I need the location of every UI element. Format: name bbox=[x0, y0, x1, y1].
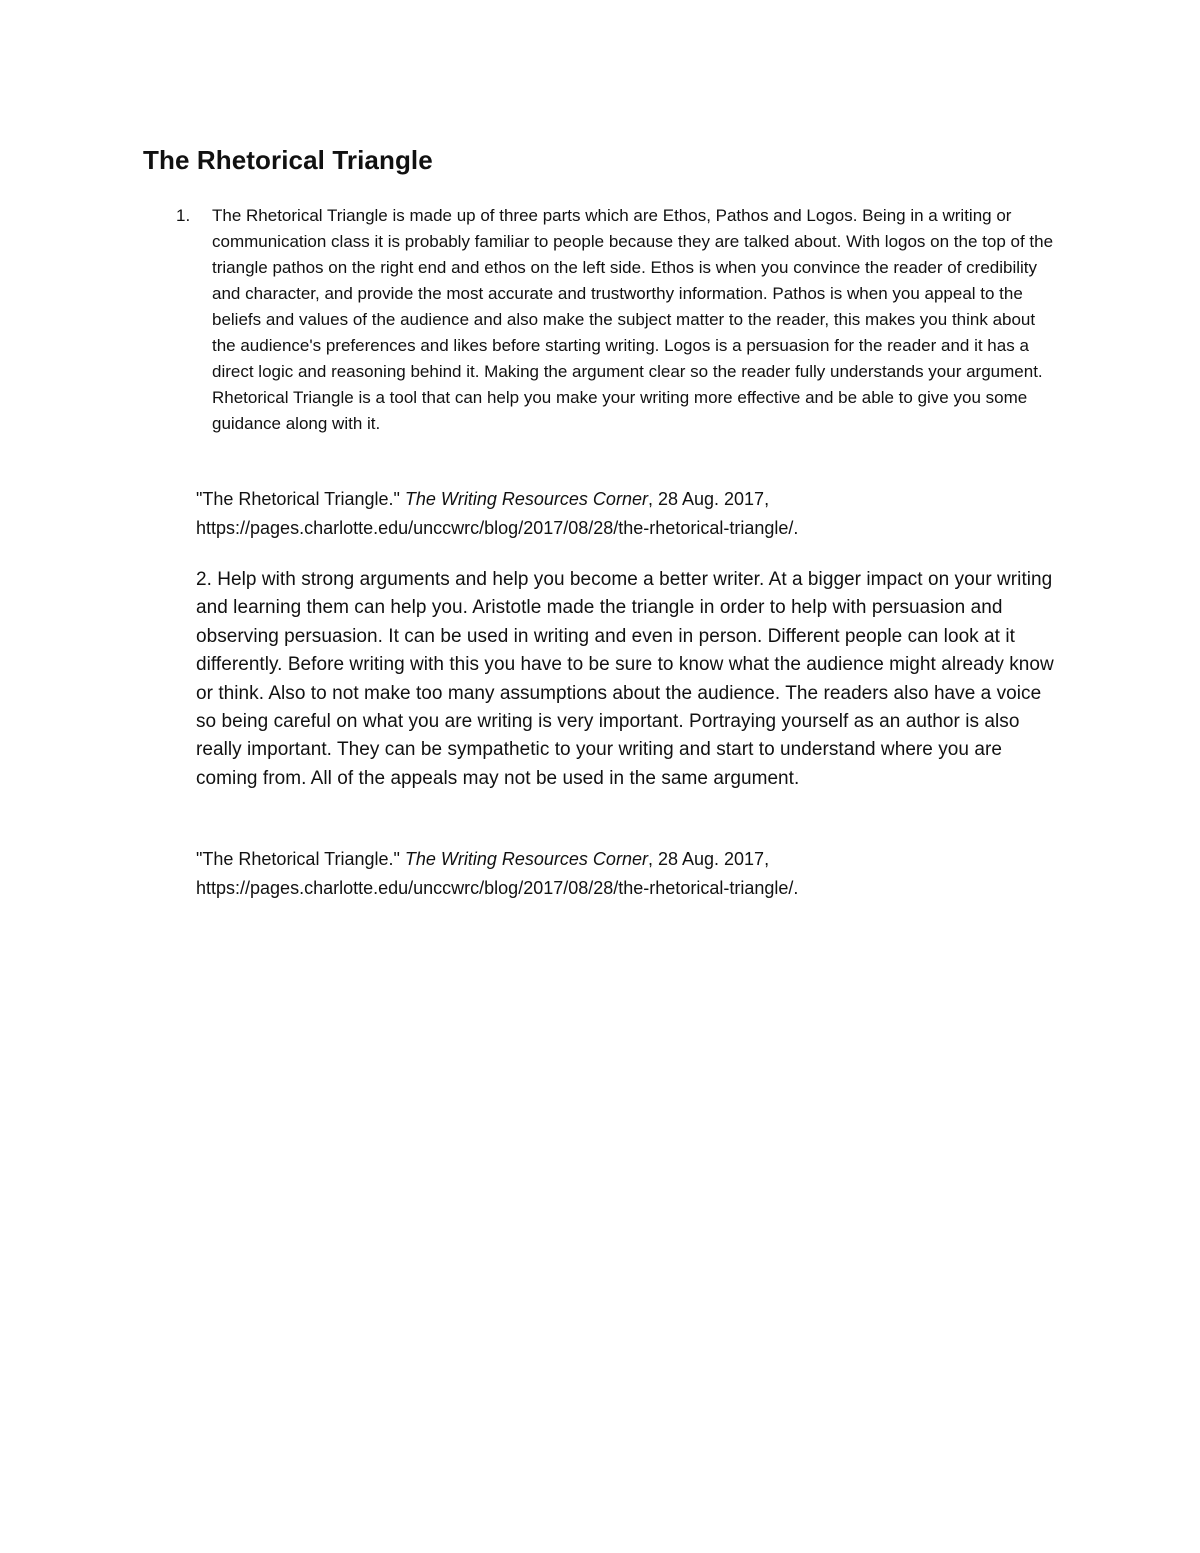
citation-source: The Writing Resources Corner bbox=[404, 489, 648, 509]
list-item-number: 1. bbox=[176, 206, 191, 225]
citation-date: , 28 Aug. 2017, bbox=[647, 489, 770, 509]
paragraph-2: 2. Help with strong arguments and help you become a better writer. At a bigger impact on your writing and learning them can help you. Aristotle made the triangle in order to help with persuasion and observing persuasion. It can be used in writing and even in person. Different people can look at it differently. Before writing with this you have to be sure to know what the audience might already know or think. Also to not make too many assumptions about the audience. The readers also have a voice so being careful on what you are writing is very important. Portraying yourself as an author is also really important. They can be sympathetic to your writing and start to understand where you are coming from. All of the appeals may not be used in the same argument. bbox=[196, 569, 1054, 789]
citation-url: https://pages.charlotte.edu/unccwrc/blog/2017/08/28/the-rhetorical-triangle/. bbox=[196, 518, 799, 538]
citation-url: https://pages.charlotte.edu/unccwrc/blog/2017/08/28/the-rhetorical-triangle/. bbox=[196, 878, 799, 898]
citation-prefix: "The Rhetorical Triangle." bbox=[196, 849, 405, 869]
page-title: The Rhetorical Triangle bbox=[143, 145, 433, 175]
citation-source: The Writing Resources Corner bbox=[404, 849, 648, 869]
list-item-text: The Rhetorical Triangle is made up of three parts which are Ethos, Pathos and Logos. Being in a writing or communication class it is probably familiar to people because they are talked about. With logos on the top of the triangle pathos on the right end and ethos on the left side. Ethos is when you convince the reader of credibility and character, and provide the most accurate and trustworthy information. Pathos is when you appeal to the beliefs and values of the audience and also make the subject matter to the reader, this makes you think about the audience's preferences and likes before starting writing. Logos is a persuasion for the reader and it has a direct logic and reasoning behind it. Making the argument clear so the reader fully understands your argument. Rhetorical Triangle is a tool that can help you make your writing more effective and be able to give you some guidance along with it. bbox=[212, 206, 1054, 433]
citation-1 bbox=[196, 485, 1076, 543]
citation-prefix: "The Rhetorical Triangle." bbox=[196, 489, 405, 509]
citation-2 bbox=[196, 845, 1076, 903]
citation-date: , 28 Aug. 2017, bbox=[647, 849, 770, 869]
